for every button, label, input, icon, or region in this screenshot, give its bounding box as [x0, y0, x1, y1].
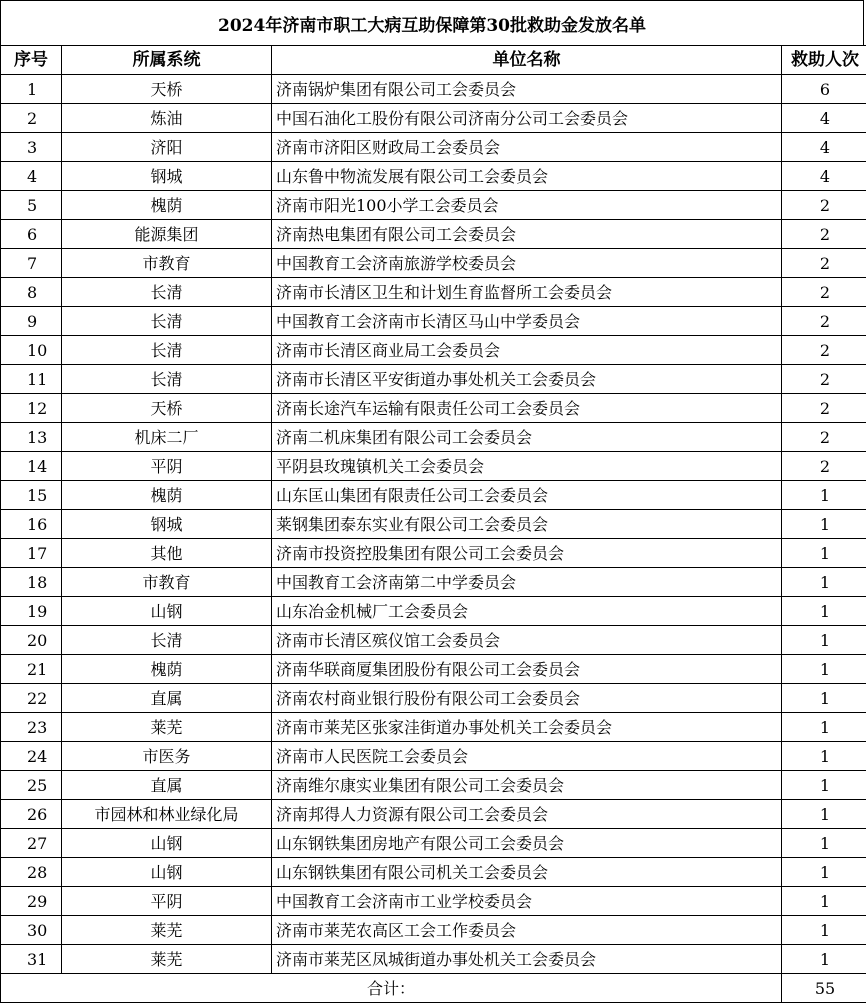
table-row	[1, 481, 866, 510]
table-row	[1, 945, 866, 974]
cell-unit: 中国教育工会济南第二中学委员会	[272, 568, 782, 597]
cell-no: 7	[1, 249, 62, 278]
table-row	[1, 394, 866, 423]
cell-unit: 中国石油化工股份有限公司济南分公司工会委员会	[272, 104, 782, 133]
cell-count: 1	[782, 597, 866, 626]
cell-unit: 平阴县玫瑰镇机关工会委员会	[272, 452, 782, 481]
table-row	[1, 684, 866, 713]
cell-count: 4	[782, 162, 866, 191]
cell-count: 4	[782, 133, 866, 162]
cell-system: 平阴	[62, 887, 272, 916]
cell-count: 1	[782, 916, 866, 945]
cell-unit: 济南市投资控股集团有限公司工会委员会	[272, 539, 782, 568]
cell-system: 钢城	[62, 510, 272, 539]
cell-no: 23	[1, 713, 62, 742]
cell-system: 市医务	[62, 742, 272, 771]
cell-count: 2	[782, 307, 866, 336]
cell-no: 13	[1, 423, 62, 452]
table-row	[1, 365, 866, 394]
header-no: 序号	[1, 46, 62, 75]
cell-system: 市园林和林业绿化局	[62, 800, 272, 829]
cell-no: 8	[1, 278, 62, 307]
cell-unit: 济南市阳光100小学工会委员会	[272, 191, 782, 220]
cell-count: 2	[782, 278, 866, 307]
table-row	[1, 626, 866, 655]
cell-system: 槐荫	[62, 191, 272, 220]
table-row	[1, 655, 866, 684]
cell-system: 长清	[62, 365, 272, 394]
cell-count: 4	[782, 104, 866, 133]
cell-unit: 济南市长清区平安街道办事处机关工会委员会	[272, 365, 782, 394]
cell-unit: 山东冶金机械厂工会委员会	[272, 597, 782, 626]
table-row	[1, 162, 866, 191]
cell-unit: 济南长途汽车运输有限责任公司工会委员会	[272, 394, 782, 423]
cell-count: 1	[782, 858, 866, 887]
cell-no: 9	[1, 307, 62, 336]
cell-system: 炼油	[62, 104, 272, 133]
cell-count: 1	[782, 568, 866, 597]
cell-unit: 济南市济阳区财政局工会委员会	[272, 133, 782, 162]
cell-count: 1	[782, 684, 866, 713]
table-row	[1, 220, 866, 249]
cell-no: 18	[1, 568, 62, 597]
table-row	[1, 800, 866, 829]
table-row	[1, 539, 866, 568]
cell-no: 21	[1, 655, 62, 684]
cell-count: 2	[782, 220, 866, 249]
cell-no: 28	[1, 858, 62, 887]
cell-system: 钢城	[62, 162, 272, 191]
cell-no: 26	[1, 800, 62, 829]
table-row	[1, 336, 866, 365]
cell-unit: 山东钢铁集团有限公司机关工会委员会	[272, 858, 782, 887]
cell-system: 山钢	[62, 597, 272, 626]
table-body	[1, 75, 866, 974]
sheet-title: 2024年济南市职工大病互助保障第30批救助金发放名单	[0, 0, 864, 45]
table-row	[1, 597, 866, 626]
table-row	[1, 423, 866, 452]
table-row	[1, 568, 866, 597]
cell-no: 20	[1, 626, 62, 655]
table-row	[1, 133, 866, 162]
table-row	[1, 75, 866, 104]
table-row	[1, 713, 866, 742]
cell-unit: 济南华联商厦集团股份有限公司工会委员会	[272, 655, 782, 684]
table-row	[1, 742, 866, 771]
cell-no: 2	[1, 104, 62, 133]
table-row	[1, 191, 866, 220]
cell-system: 长清	[62, 307, 272, 336]
cell-unit: 济南市莱芜农高区工会工作委员会	[272, 916, 782, 945]
cell-unit: 中国教育工会济南旅游学校委员会	[272, 249, 782, 278]
cell-no: 11	[1, 365, 62, 394]
cell-count: 1	[782, 945, 866, 974]
cell-no: 25	[1, 771, 62, 800]
cell-count: 1	[782, 510, 866, 539]
table-row	[1, 829, 866, 858]
cell-system: 能源集团	[62, 220, 272, 249]
header-unit: 单位名称	[272, 46, 782, 75]
cell-unit: 济南市人民医院工会委员会	[272, 742, 782, 771]
cell-system: 天桥	[62, 394, 272, 423]
cell-count: 2	[782, 191, 866, 220]
cell-count: 1	[782, 800, 866, 829]
cell-no: 6	[1, 220, 62, 249]
cell-unit: 济南市长清区商业局工会委员会	[272, 336, 782, 365]
cell-no: 5	[1, 191, 62, 220]
cell-no: 12	[1, 394, 62, 423]
cell-system: 槐荫	[62, 655, 272, 684]
cell-count: 1	[782, 829, 866, 858]
table-row	[1, 249, 866, 278]
cell-unit: 山东钢铁集团房地产有限公司工会委员会	[272, 829, 782, 858]
cell-count: 1	[782, 742, 866, 771]
table-row	[1, 771, 866, 800]
cell-no: 31	[1, 945, 62, 974]
cell-no: 29	[1, 887, 62, 916]
table-row	[1, 510, 866, 539]
cell-system: 市教育	[62, 568, 272, 597]
cell-unit: 山东匡山集团有限责任公司工会委员会	[272, 481, 782, 510]
cell-no: 15	[1, 481, 62, 510]
cell-count: 1	[782, 481, 866, 510]
cell-unit: 济南二机床集团有限公司工会委员会	[272, 423, 782, 452]
total-count: 55	[782, 974, 866, 1003]
cell-unit: 济南市长清区卫生和计划生育监督所工会委员会	[272, 278, 782, 307]
relief-list-table	[0, 45, 866, 1003]
cell-count: 2	[782, 336, 866, 365]
cell-count: 1	[782, 771, 866, 800]
cell-count: 1	[782, 713, 866, 742]
table-row	[1, 307, 866, 336]
cell-system: 莱芜	[62, 945, 272, 974]
cell-no: 24	[1, 742, 62, 771]
cell-count: 1	[782, 626, 866, 655]
cell-unit: 济南邦得人力资源有限公司工会委员会	[272, 800, 782, 829]
cell-count: 1	[782, 887, 866, 916]
cell-no: 4	[1, 162, 62, 191]
cell-no: 30	[1, 916, 62, 945]
cell-system: 长清	[62, 278, 272, 307]
cell-count: 6	[782, 75, 866, 104]
total-label: 合计：	[1, 974, 782, 1003]
table-row	[1, 858, 866, 887]
cell-unit: 济南热电集团有限公司工会委员会	[272, 220, 782, 249]
cell-system: 长清	[62, 626, 272, 655]
cell-no: 1	[1, 75, 62, 104]
cell-no: 10	[1, 336, 62, 365]
cell-no: 14	[1, 452, 62, 481]
cell-system: 莱芜	[62, 713, 272, 742]
cell-count: 2	[782, 423, 866, 452]
cell-system: 莱芜	[62, 916, 272, 945]
cell-count: 2	[782, 452, 866, 481]
cell-system: 山钢	[62, 829, 272, 858]
table-row	[1, 916, 866, 945]
table-row	[1, 278, 866, 307]
cell-unit: 莱钢集团泰东实业有限公司工会委员会	[272, 510, 782, 539]
cell-unit: 济南锅炉集团有限公司工会委员会	[272, 75, 782, 104]
cell-unit: 济南维尔康实业集团有限公司工会委员会	[272, 771, 782, 800]
cell-system: 直属	[62, 771, 272, 800]
cell-no: 17	[1, 539, 62, 568]
cell-unit: 济南农村商业银行股份有限公司工会委员会	[272, 684, 782, 713]
cell-no: 16	[1, 510, 62, 539]
cell-system: 天桥	[62, 75, 272, 104]
cell-no: 3	[1, 133, 62, 162]
table-row	[1, 104, 866, 133]
cell-unit: 中国教育工会济南市长清区马山中学委员会	[272, 307, 782, 336]
cell-unit: 济南市莱芜区张家洼街道办事处机关工会委员会	[272, 713, 782, 742]
cell-unit: 济南市莱芜区凤城街道办事处机关工会委员会	[272, 945, 782, 974]
cell-no: 22	[1, 684, 62, 713]
cell-unit: 中国教育工会济南市工业学校委员会	[272, 887, 782, 916]
cell-count: 2	[782, 394, 866, 423]
cell-system: 山钢	[62, 858, 272, 887]
cell-system: 平阴	[62, 452, 272, 481]
cell-system: 机床二厂	[62, 423, 272, 452]
header-row	[1, 46, 866, 75]
cell-system: 市教育	[62, 249, 272, 278]
cell-system: 济阳	[62, 133, 272, 162]
cell-system: 直属	[62, 684, 272, 713]
cell-count: 1	[782, 655, 866, 684]
cell-unit: 济南市长清区殡仪馆工会委员会	[272, 626, 782, 655]
table-row	[1, 887, 866, 916]
header-system: 所属系统	[62, 46, 272, 75]
cell-count: 2	[782, 365, 866, 394]
table-row	[1, 452, 866, 481]
total-row	[1, 974, 866, 1003]
cell-count: 2	[782, 249, 866, 278]
cell-system: 长清	[62, 336, 272, 365]
cell-count: 1	[782, 539, 866, 568]
cell-no: 27	[1, 829, 62, 858]
cell-no: 19	[1, 597, 62, 626]
cell-system: 槐荫	[62, 481, 272, 510]
cell-unit: 山东鲁中物流发展有限公司工会委员会	[272, 162, 782, 191]
header-count: 救助人次	[782, 46, 866, 75]
cell-system: 其他	[62, 539, 272, 568]
